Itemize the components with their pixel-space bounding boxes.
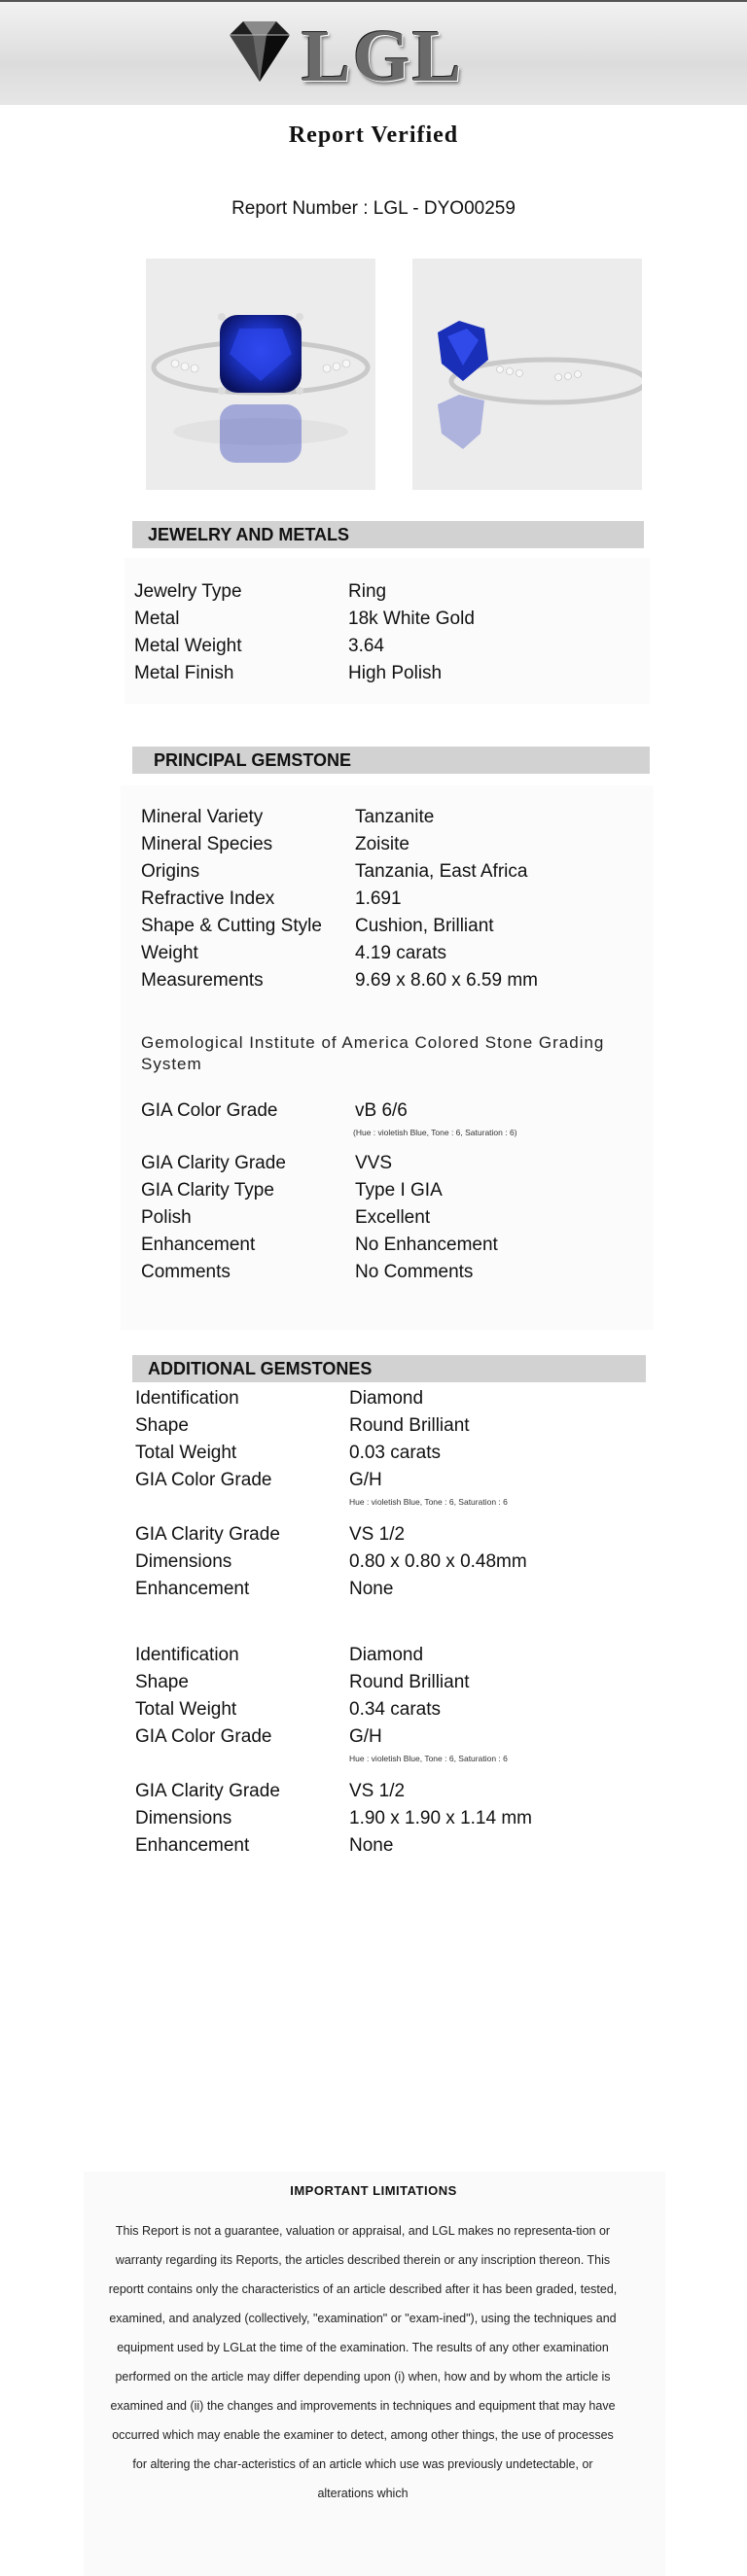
report-number: Report Number : LGL - DYO00259 <box>231 198 516 219</box>
additional-row: Dimensions 0.80 x 0.80 x 0.48mm <box>135 1551 527 1572</box>
principal-row: GIA Clarity Type Type I GIA <box>141 1180 443 1201</box>
principal-row: Enhancement No Enhancement <box>141 1235 498 1255</box>
header-banner <box>0 0 747 105</box>
page-title: Report Verified <box>288 122 459 148</box>
jewelry-row: Metal 18k White Gold <box>134 609 475 629</box>
additional-row: Total Weight 0.03 carats <box>135 1443 441 1463</box>
additional-row: GIA Clarity Grade VS 1/2 <box>135 1781 406 1801</box>
additional-row: Total Weight 0.34 carats <box>135 1699 441 1720</box>
gia-color-row: GIA Color Grade vB 6/6 <box>141 1100 408 1121</box>
jewelry-panel <box>124 558 650 704</box>
principal-row: Origins Tanzania, East Africa <box>141 861 528 882</box>
additional-row: Enhancement None <box>135 1835 394 1856</box>
principal-row: GIA Clarity Grade VVS <box>141 1153 393 1173</box>
additional-row: GIA Color Grade G/H <box>135 1470 382 1490</box>
additional-row: GIA Color Grade G/H <box>135 1726 382 1747</box>
additional-color-note: Hue : violetish Blue, Tone : 6, Saturation : 6 <box>349 1754 508 1763</box>
gia-color-note: (Hue : violetish Blue, Tone : 6, Saturation : 6) <box>353 1128 517 1137</box>
principal-row: Refractive Index 1.691 <box>141 888 402 909</box>
principal-row: Measurements 9.69 x 8.60 x 6.59 mm <box>141 970 538 991</box>
principal-row: Mineral Variety Tanzanite <box>141 807 435 827</box>
ring-side-photo <box>412 259 642 490</box>
additional-row: Dimensions 1.90 x 1.90 x 1.14 mm <box>135 1808 532 1828</box>
logo-text: LGL <box>302 16 464 97</box>
ring-front-photo <box>146 259 375 490</box>
jewelry-row: Metal Finish High Polish <box>134 663 443 683</box>
section-jewelry-heading: JEWELRY AND METALS <box>132 521 644 548</box>
principal-row: Polish Excellent <box>141 1207 431 1228</box>
principal-row: Weight 4.19 carats <box>141 943 446 963</box>
section-principal-heading: PRINCIPAL GEMSTONE <box>132 747 650 774</box>
additional-row: Shape Round Brilliant <box>135 1672 470 1692</box>
gia-system-title: Gemological Institute of America Colored Stone Grading System <box>141 1033 605 1073</box>
principal-row: Mineral Species Zoisite <box>141 834 409 854</box>
additional-row: Identification Diamond <box>135 1388 424 1409</box>
additional-row: Identification Diamond <box>135 1645 424 1665</box>
additional-row: Enhancement None <box>135 1579 394 1599</box>
additional-row: Shape Round Brilliant <box>135 1415 470 1436</box>
section-additional-heading: ADDITIONAL GEMSTONES <box>132 1355 646 1382</box>
additional-row: GIA Clarity Grade VS 1/2 <box>135 1524 406 1545</box>
principal-row: Shape & Cutting Style Cushion, Brilliant <box>141 916 494 936</box>
jewelry-row: Metal Weight 3.64 <box>134 636 384 656</box>
principal-row: Comments No Comments <box>141 1262 474 1282</box>
limitations-text: This Report is not a guarantee, valuation or appraisal, and LGL makes no representa-tion or warranty regarding its Reports, the articles described therein or any inscription thereon. This reportt contains only the characteristics of an article described after it has been graded, tested, examined, and analyzed (collectively, "examination" or "exam-ined"), using the techniques and equipment used by LGLat the time of the examination. The results of any other examination performed on the article may differ depending upon (i) when, how and by whom the article is examined and (ii) the changes and improvements in techniques and equipment that may have occurred which may enable the examiner to detect, among other things, the use of processes for altering the char-acteristics of an article which use was previously undetectable, or alterations which <box>108 2224 618 2500</box>
limitations-heading: IMPORTANT LIMITATIONS <box>290 2183 457 2198</box>
diamond-icon <box>226 21 294 84</box>
additional-color-note: Hue : violetish Blue, Tone : 6, Saturation : 6 <box>349 1497 508 1507</box>
jewelry-row: Jewelry Type Ring <box>134 581 387 602</box>
